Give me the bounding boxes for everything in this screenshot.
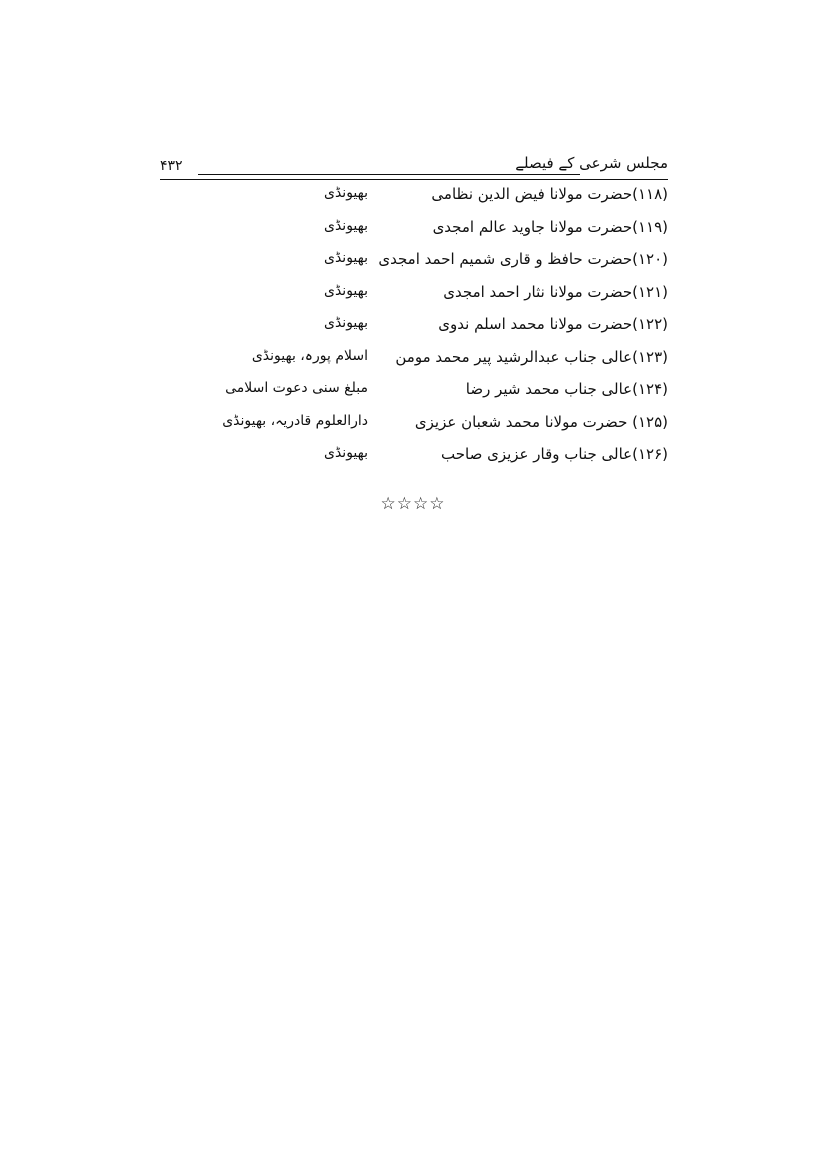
entry-place: بھیونڈی	[323, 250, 368, 266]
list-item	[160, 310, 668, 343]
entry-place: دارالعلوم قادریہ، بھیونڈی	[222, 412, 368, 429]
page-number: ۴۳۲	[160, 158, 183, 174]
entry-name: (۱۲۱)حضرت مولانا نثار احمد امجدی	[443, 282, 668, 301]
entry-name: (۱۱۹)حضرت مولانا جاوید عالم امجدی	[432, 217, 668, 236]
entry-place: بھیونڈی	[323, 315, 368, 331]
entry-name: (۱۲۶)عالی جناب وقار عزیزی صاحب	[441, 445, 668, 463]
list-item	[160, 408, 668, 441]
header-rule	[198, 174, 580, 175]
entry-place: اسلام پورہ، بھیونڈی	[251, 347, 368, 364]
entry-place: بھیونڈی	[323, 185, 368, 201]
entry-name: (۱۲۲)حضرت مولانا محمد اسلم ندوی	[438, 315, 668, 333]
list-item	[160, 278, 668, 311]
list-item	[160, 213, 668, 246]
entry-place: مبلغ سنی دعوت اسلامی	[225, 380, 368, 396]
list-item	[160, 440, 668, 473]
entry-name: (۱۲۵) حضرت مولانا محمد شعبان عزیزی	[414, 412, 668, 431]
entry-name: (۱۲۰)حضرت حافظ و قاری شمیم احمد امجدی	[378, 250, 668, 268]
entry-name: (۱۲۴)عالی جناب محمد شیر رضا	[465, 380, 668, 398]
closing-stars: ☆☆☆☆	[380, 494, 446, 514]
entry-name: (۱۲۳)عالی جناب عبدالرشید پیر محمد مومن	[395, 347, 668, 366]
entries-list	[160, 180, 668, 473]
list-item	[160, 245, 668, 278]
list-item	[160, 180, 668, 213]
entry-place: بھیونڈی	[323, 445, 368, 461]
list-item	[160, 343, 668, 376]
entry-place: بھیونڈی	[323, 217, 368, 234]
list-item	[160, 375, 668, 408]
page-header	[160, 150, 668, 180]
running-title: مجلس شرعی کے فیصلے	[515, 154, 668, 172]
entry-place: بھیونڈی	[323, 282, 368, 299]
entry-name: (۱۱۸)حضرت مولانا فیض الدین نظامی	[431, 185, 668, 203]
